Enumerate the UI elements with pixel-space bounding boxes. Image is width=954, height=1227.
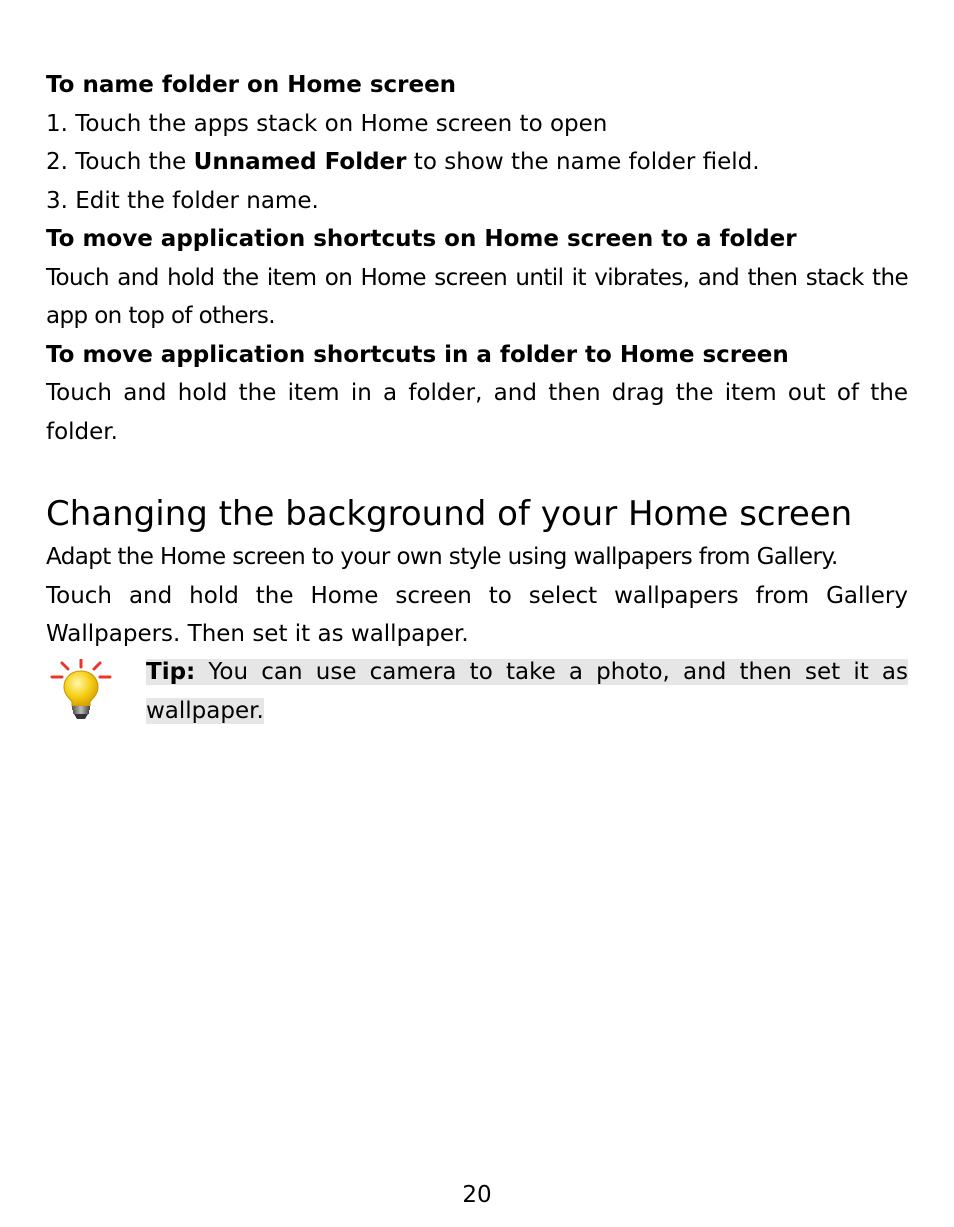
unnamed-folder-label: Unnamed Folder <box>193 149 407 175</box>
step-3: 3. Edit the folder name. <box>46 187 319 214</box>
tip-label: Tip: <box>146 659 196 685</box>
heading-name-folder: To name folder on Home screen <box>46 72 457 98</box>
heading-move-to-folder: To move application shortcuts on Home screen to a folder <box>46 226 797 252</box>
tip-body: You can use camera to take a photo, and then set it as wallpaper. <box>146 659 908 724</box>
lightbulb-icon <box>50 659 112 721</box>
step-2-prefix: 2. Touch the <box>46 149 194 175</box>
tip-text <box>146 653 908 731</box>
background-paragraph-2: Touch and hold the Home screen to select wallpapers from Gallery Wallpapers. Then set it as wallpaper. <box>46 582 908 647</box>
move-to-folder-body: Touch and hold the item on Home screen until it vibrates, and then stack the app on top of others. <box>46 264 908 329</box>
background-body <box>46 538 908 654</box>
step-1: 1. Touch the apps stack on Home screen to open <box>46 110 608 137</box>
section-title-background: Changing the background of your Home screen <box>46 494 853 534</box>
move-to-home-body: Touch and hold the item in a folder, and then drag the item out of the folder. <box>46 380 908 445</box>
page-content <box>46 66 908 724</box>
tip-box <box>46 653 908 733</box>
background-paragraph-1: Adapt the Home screen to your own style using wallpapers from Gallery. <box>46 544 838 570</box>
page-number: 20 <box>462 1182 492 1208</box>
heading-move-to-home: To move application shortcuts in a folder to Home screen <box>46 341 789 368</box>
step-2 <box>46 143 908 182</box>
step-2-suffix: to show the name folder field. <box>406 149 760 175</box>
